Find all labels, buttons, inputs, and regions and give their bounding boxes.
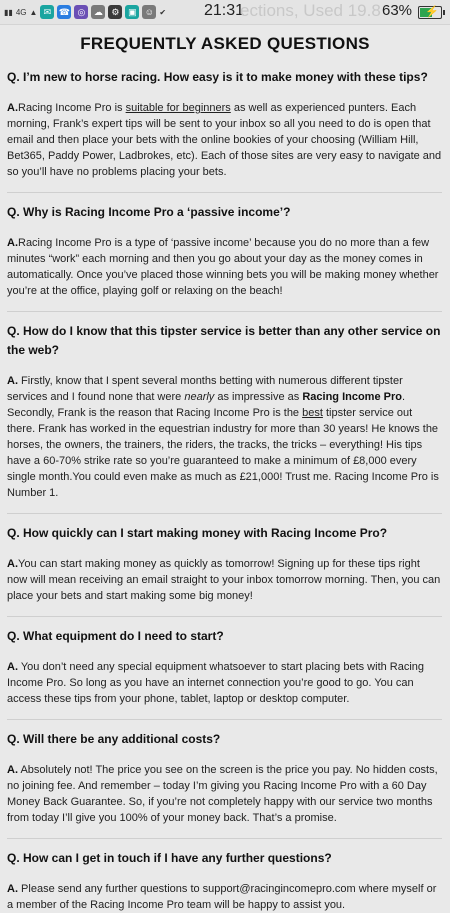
settings-icon: ⚙ <box>108 5 122 19</box>
divider <box>7 513 442 514</box>
answer-text: . Secondly, Frank is the reason that Racing Income Pro is the <box>7 391 406 419</box>
divider <box>7 719 442 720</box>
divider <box>7 192 442 193</box>
faq-answer <box>7 235 442 299</box>
faq-item <box>7 524 442 604</box>
suitable-for-beginners-link[interactable]: suitable for beginners <box>125 102 231 114</box>
check-icon: ✔ <box>159 7 167 17</box>
answer-text: You can start making money as quickly as tomorrow! Signing up for these tips right now will mean receiving an email straight to your inbox tomorrow morning. Then, you can place your bets and start making some big money! <box>7 558 441 602</box>
answer-text: Absolutely not! The price you see on the screen is the price you pay. No hidden costs, no joining fee. And remember – today I’m giving you Racing Income Pro with a 60 Day Money Back Guarantee. So, if you’re not completely happy with our service two months from today I’ll give you 100% of your money back. That’s a promise. <box>7 764 438 824</box>
answer-text: as well as experienced punters. Each morning, Frank’s expert tips will be sent to your inbox so all you need to do is open that email and then place your bets with the online bookies of your choosing (William Hill, Bet365, Paddy Power, Ladbrokes, etc). Each of those sites are very easy to navigate and so you’ll have no problems placing your bets. <box>7 102 442 178</box>
answer-text: Firstly, know that I spent several months betting with numerous different tipster services and I found none that were <box>7 375 403 403</box>
answer-text: as impressive as <box>214 391 303 403</box>
faq-item <box>7 849 442 913</box>
divider <box>7 616 442 617</box>
answer-prefix: A. <box>7 558 18 570</box>
answer-strong: Racing Income Pro <box>302 391 402 403</box>
answer-prefix: A. <box>7 102 18 114</box>
answer-underline: best <box>302 407 323 419</box>
faq-question: Q. How can I get in touch if I have any further questions? <box>7 851 332 865</box>
answer-emphasis: nearly <box>184 391 215 403</box>
background-notification-text: ections, Used 19.8 <box>240 1 381 20</box>
instagram-icon: ◎ <box>74 5 88 19</box>
faq-item <box>7 68 442 180</box>
faq-answer <box>7 556 442 604</box>
faq-page[interactable] <box>0 24 450 911</box>
phone-icon: ☎ <box>58 7 71 17</box>
faq-question: Q. What equipment do I need to start? <box>7 629 224 643</box>
notification-icons <box>4 3 166 21</box>
faq-answer <box>7 373 442 501</box>
faq-question: Q. How do I know that this tipster service is better than any other service on the web? <box>7 324 441 357</box>
faq-answer <box>7 881 442 913</box>
faq-item <box>7 627 442 707</box>
charging-bolt-icon: ⚡ <box>425 6 439 18</box>
tv-icon: ▣ <box>125 5 139 19</box>
divider <box>7 838 442 839</box>
network-type-label: 4G <box>15 7 27 17</box>
faq-answer <box>7 762 442 826</box>
answer-text: Please send any further questions to support@racingincomepro.com where myself or a member of the Racing Income Pro team will be happy to assist you. <box>7 883 437 911</box>
wifi-icon: ▲ <box>29 7 38 17</box>
signal-icon: ▮▮ <box>4 7 13 17</box>
answer-prefix: A. <box>7 375 18 387</box>
cloud-icon: ☁ <box>91 5 105 19</box>
answer-text: Racing Income Pro is a type of ‘passive income’ because you do no more than a few minutes “work” each morning and then you go about your day as the money comes in automatically. Once you’ve placed those winning bets you will be making money whether you’re at the office, playing golf or relaxing on the beach! <box>7 237 439 297</box>
answer-text: Racing Income Pro is <box>18 102 126 114</box>
answer-prefix: A. <box>7 237 18 249</box>
faq-question: Q. Why is Racing Income Pro a ‘passive income’? <box>7 205 291 219</box>
answer-text: tipster service out there. Frank has worked in the equestrian industry for more than 30 years! He knows the horses, the owners, the trainers, the riders, the tracks, the tricks – everything! His tips have a 60-70% strike rate so you’re guaranteed to make a minimum of £8,000 every single month.You could even make as much as £21,000! Trust me. Racing Income Pro is Number 1. <box>7 407 439 499</box>
answer-prefix: A. <box>7 764 18 776</box>
faq-question: Q. I’m new to horse racing. How easy is it to make money with these tips? <box>7 70 428 84</box>
answer-prefix: A. <box>7 883 18 895</box>
message-icon: ✉ <box>40 5 54 19</box>
answer-prefix: A. <box>7 661 18 673</box>
faq-question: Q. Will there be any additional costs? <box>7 732 221 746</box>
status-bar <box>0 0 450 25</box>
faq-item <box>7 203 442 299</box>
clock: 21:31 <box>204 2 245 19</box>
cat-icon: ☺ <box>142 5 156 19</box>
battery-icon <box>418 6 442 19</box>
answer-text: You don’t need any special equipment whatsoever to start placing bets with Racing Income Pro. So long as you have an internet connection you’re good to go. You can access these tips from your phone, tablet, laptop or desktop computer. <box>7 661 425 705</box>
faq-item <box>7 322 442 501</box>
faq-answer <box>7 659 442 707</box>
faq-item <box>7 730 442 826</box>
faq-question: Q. How quickly can I start making money with Racing Income Pro? <box>7 526 388 540</box>
page-title: FREQUENTLY ASKED QUESTIONS <box>80 34 370 53</box>
faq-answer <box>7 100 442 180</box>
divider <box>7 311 442 312</box>
battery-percentage: 63% <box>382 2 413 19</box>
